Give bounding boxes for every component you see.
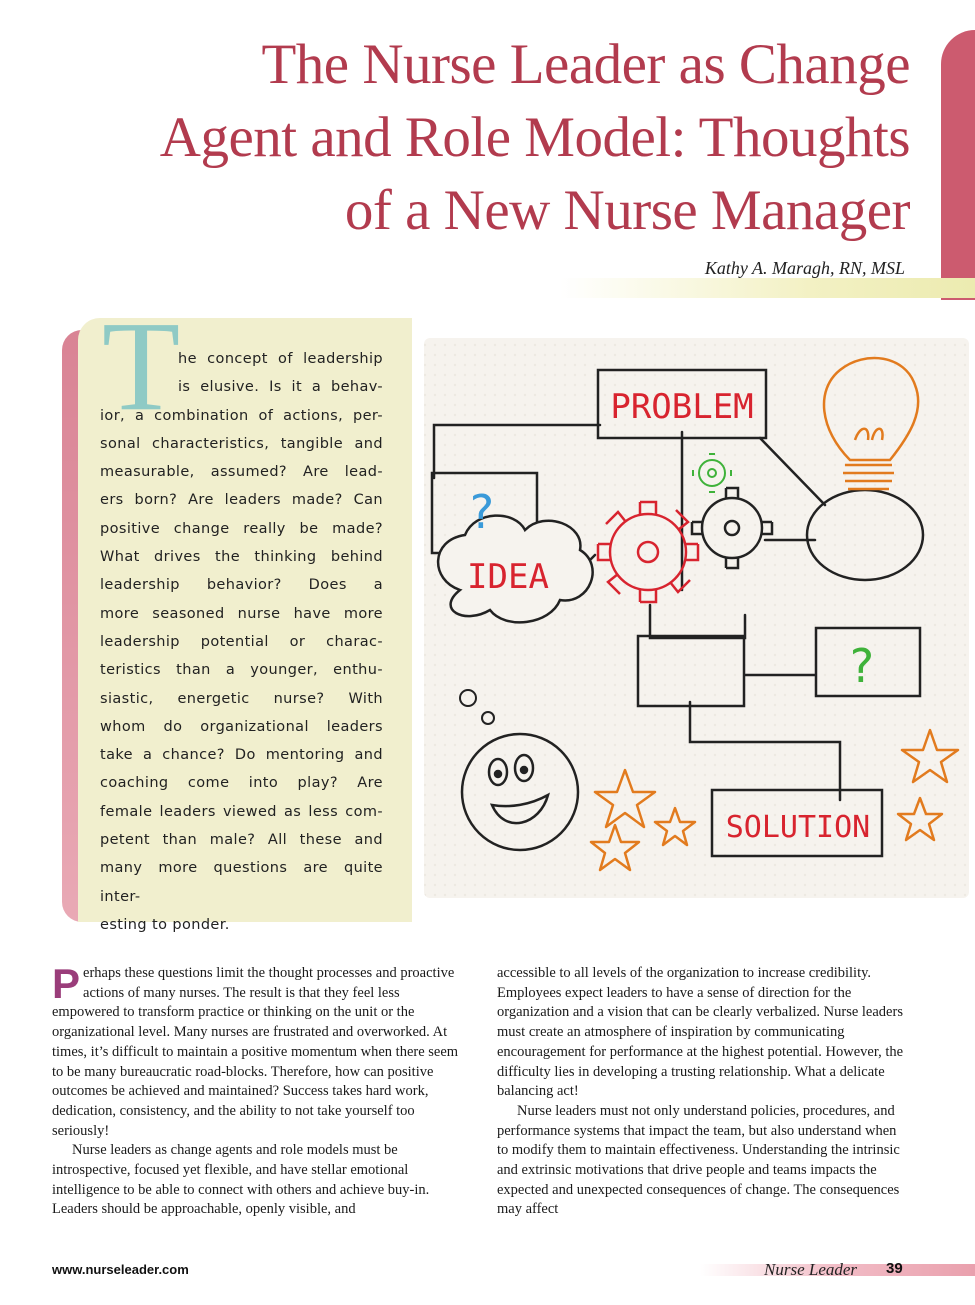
intro-line: ior, a combination of actions, per- xyxy=(100,407,383,424)
decorative-right-tab xyxy=(941,30,975,300)
body-drop-cap: P xyxy=(52,960,81,1007)
intro-line: female leaders viewed as less com- xyxy=(100,803,383,820)
intro-text xyxy=(100,345,383,939)
intro-drop-cap: T xyxy=(102,295,181,437)
intro-line: take a chance? Do mentoring and xyxy=(100,747,383,764)
intro-line: more seasoned nurse have more xyxy=(100,605,383,622)
intro-line: he concept of leadership xyxy=(178,351,383,367)
intro-line: leadership behavior? Does a xyxy=(100,577,383,594)
left-paragraph-1 xyxy=(52,960,460,1141)
intro-line: esting to ponder. xyxy=(100,916,230,933)
title-line-2: Agent and Role Model: Thoughts xyxy=(159,106,910,169)
title-line-3: of a New Nurse Manager xyxy=(344,179,910,242)
intro-line: leadership potential or charac- xyxy=(100,633,383,650)
intro-line: siastic, energetic nurse? With xyxy=(100,690,383,707)
author-band xyxy=(560,278,975,298)
intro-line: positive change really be made? xyxy=(100,520,383,537)
right-paragraph-1: accessible to all levels of the organization to increase credibility. Employees expect leaders to have a sense of direction for the organization and a vision that can be clearly verbalized. Nurse leaders must create an atmosphere of inspiration by communicating encouragement for performance at the highest potential. However, the difficulty lies in developing a trusting relationship. What a delicate balancing act! xyxy=(497,965,904,1100)
body-column-left xyxy=(52,960,460,1220)
intro-line: whom do organizational leaders xyxy=(100,718,383,735)
intro-line: petent than male? All these and xyxy=(100,832,383,849)
intro-line: is elusive. Is it a behav- xyxy=(178,379,383,396)
question-mark-right: ? xyxy=(849,639,875,693)
intro-line: coaching come into play? Are xyxy=(100,775,383,792)
solution-label: SOLUTION xyxy=(725,810,871,845)
problem-solving-illustration xyxy=(420,330,975,930)
title-line-1: The Nurse Leader as Change xyxy=(261,33,910,96)
left-paragraph-1-text: erhaps these questions limit the thought processes and proactive actions of many nurses. The result is that they feel less empowered to transform practice or thinking on the unit or the organizational level. Many nurses are frustrated and overworked. At times, it’s difficult to maintain a positive momentum when there seem to be many bureaucratic road-blocks. Therefore, how can positive outcomes be achieved and maintained? Success takes hard work, dedication, consistency, and the ability to not take yourself too seriously! xyxy=(52,965,459,1139)
problem-label: PROBLEM xyxy=(610,387,754,427)
article-title xyxy=(40,28,910,247)
idea-label: IDEA xyxy=(467,557,549,597)
footer-journal-name: Nurse Leader xyxy=(764,1260,858,1279)
author-byline: Kathy A. Maragh, RN, MSL xyxy=(704,258,905,278)
footer-url[interactable]: www.nurseleader.com xyxy=(52,1262,189,1277)
intro-line: What drives the thinking behind xyxy=(100,549,383,566)
intro-line: ers born? Are leaders made? Can xyxy=(100,492,383,509)
footer-page-number: 39 xyxy=(886,1260,903,1277)
question-mark-left: ? xyxy=(469,485,495,539)
intro-line: many more questions are quite inter- xyxy=(100,860,383,905)
intro-line: teristics than a younger, enthu- xyxy=(100,662,383,679)
right-paragraph-2: Nurse leaders must not only understand policies, procedures, and performance systems that impact the team, but also understand when to modify them to maintain effectiveness. Understanding the intrinsic and extrinsic motivations that drive people and teams impacts the expected and unexpected consequences of change. The consequences may affect xyxy=(497,1102,900,1218)
body-column-right xyxy=(497,964,905,1220)
left-paragraph-2: Nurse leaders as change agents and role models must be introspective, focused yet flexible, and have stellar emotional intelligence to be able to connect with others and achieve buy-in. Leaders should be approachable, openly visible, and xyxy=(52,1142,430,1218)
intro-line: sonal characteristics, tangible and xyxy=(100,435,383,452)
intro-line: measurable, assumed? Are lead- xyxy=(100,464,383,481)
